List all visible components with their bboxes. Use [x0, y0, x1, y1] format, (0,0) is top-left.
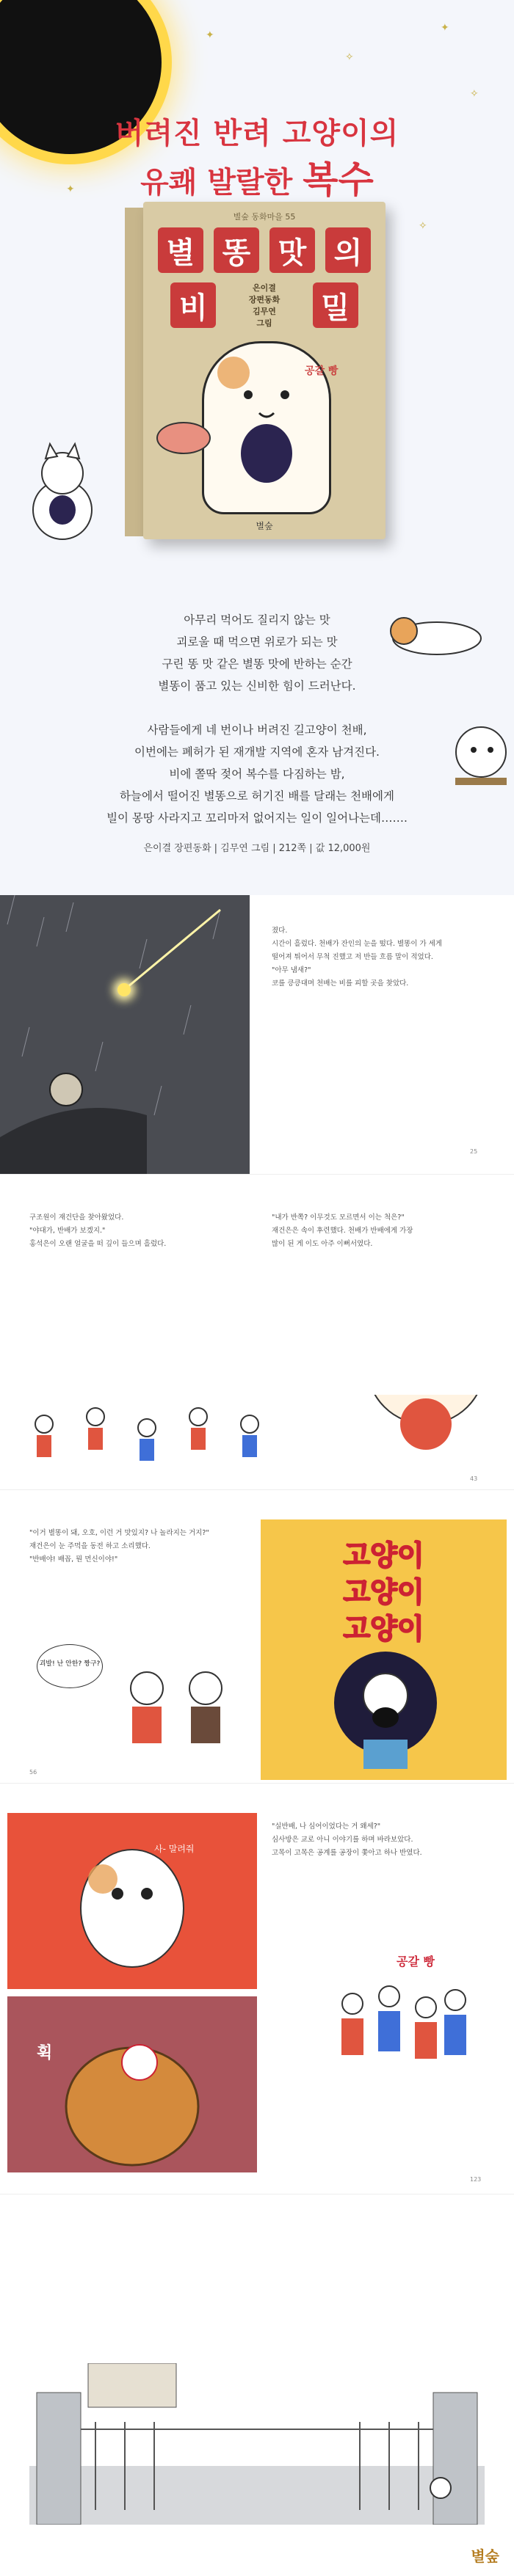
page-number: 56: [29, 1769, 37, 1776]
intro-line: 괴로울 때 먹으면 위로가 되는 맛: [176, 635, 338, 649]
star-icon: ✦: [441, 22, 449, 34]
intro-paragraph-1: [0, 609, 514, 697]
star-icon: ✦: [66, 183, 75, 195]
spread2-right-text: [272, 1211, 492, 1251]
star-icon: ✧: [470, 88, 479, 100]
cat-jumping-illustration: [7, 1813, 257, 1989]
intro-line: 비에 쫄딱 젖어 복수를 다짐하는 밤,: [169, 767, 345, 781]
page-number: 25: [470, 1148, 478, 1155]
book-illustrator: 김무연: [253, 307, 276, 316]
sound-effect: 휙: [37, 2044, 53, 2062]
hero-section: [0, 0, 514, 895]
spread4-right-text: [272, 1820, 492, 1860]
book-author: 은이결: [253, 283, 276, 293]
text-line: 고목이 고목은 공계를 공장이 쫓아고 하나 반였다.: [272, 1849, 422, 1857]
intro-line: 빌이 몽땅 사라지고 꼬리마저 없어지는 일이 일어나는데…….: [106, 811, 408, 825]
intro-line: 아무리 먹어도 질리지 않는 맛: [184, 613, 330, 627]
rain-lines: [0, 895, 250, 1174]
intro-line: 별똥이 품고 있는 신비한 힘이 드러난다.: [158, 679, 356, 693]
kids-eating-illustration: [110, 1659, 250, 1762]
text-line: 시간이 흘렀다. 천배가 잔인의 눈을 떴다. 별똥이 가 세게: [272, 940, 443, 948]
text-line: 재건은이 눈 주먹을 동전 하고 소리했다.: [29, 1542, 151, 1550]
star-icon: ✦: [206, 29, 214, 41]
book-credit: 은이결 장편동화 | 김무연 그림 | 212쪽 | 값 12,000원: [143, 843, 371, 854]
spread2-left-text: [29, 1211, 242, 1251]
headline-line1: 버려진 반려 고양이의: [115, 117, 399, 150]
school-gate-illustration: [29, 2363, 485, 2525]
text-line: 홍석은이 오랜 얼굴을 떠 깊이 들으며 흘렀다.: [29, 1240, 167, 1248]
text-line: "이거 별똥이 돼, 오호, 이런 거 맛있지? 나 놀라지는 거지?": [29, 1529, 209, 1537]
text-line: 심사방은 교로 아니 이야기를 하며 바라보았다.: [272, 1836, 413, 1844]
text-line: "내가 반쪽? 이무것도 모르면서 이는 척은?": [272, 1214, 405, 1222]
text-line: "실반배, 나 심어이었다는 거 왜세?": [272, 1822, 381, 1831]
rain-illustration: [0, 895, 250, 1174]
page-number: 43: [470, 1475, 478, 1482]
bun-sound-effect: 공갈 빵: [397, 1955, 435, 1969]
spread-catch: [0, 1783, 514, 2194]
footer-section: [0, 2194, 514, 2576]
book-genre: 장편동화: [248, 295, 280, 304]
intro-line: 이번에는 폐허가 된 재개발 지역에 혼자 남겨진다.: [134, 745, 380, 759]
intro-line: 사람들에게 네 번이나 버려진 길고양이 천배,: [147, 723, 367, 737]
fish-icon: [156, 422, 211, 454]
text-line: 구조원이 재건단을 찾아왔었다.: [29, 1214, 124, 1222]
chant-word: 고양이: [343, 1576, 424, 1608]
sound-effect: 사- 말려줘: [154, 1844, 195, 1854]
book-cover: [143, 202, 386, 539]
flying-cat-panel: [7, 1813, 257, 1989]
book-title-char: 의: [325, 227, 371, 273]
book-publisher: 별숲: [256, 521, 273, 531]
page-number: 123: [470, 2176, 482, 2183]
spread-chant: [0, 1489, 514, 1784]
book-title-char: 똥: [214, 227, 259, 273]
text-line: "아무 냄새?": [272, 966, 311, 974]
book-title-char: 밀: [313, 282, 358, 328]
headline-accent: 복수: [303, 158, 374, 201]
book-title-char: 별: [158, 227, 203, 273]
kids-playing-illustration: [15, 1395, 499, 1475]
chant-word: 고양이: [343, 1613, 424, 1645]
star-icon: ✧: [419, 220, 427, 232]
text-line: 졌다.: [272, 927, 288, 935]
text-line: "야대가, 반배가 보겠지.": [29, 1227, 106, 1235]
book-title-char: 맛: [269, 227, 315, 273]
book-title-row: [158, 227, 371, 273]
text-line: 많이 된 게 이도 아주 이뻐서였다.: [272, 1240, 373, 1248]
kids-group-illustration: [308, 1974, 492, 2092]
boy-eating-meteor-illustration: [305, 1644, 466, 1776]
sitting-cat-illustration: [22, 440, 103, 543]
spread-meteor: [0, 895, 514, 1174]
headline-line2-prefix: 유쾌 발랄한: [140, 166, 293, 200]
glove-panel: [7, 1996, 257, 2172]
sunburst-panel: [261, 1519, 507, 1780]
text-line: 코를 킁킁대며 천배는 비를 피할 곳을 찾았다.: [272, 979, 409, 988]
publisher-brand: 별숲: [471, 2547, 499, 2565]
book-title-row2: [158, 282, 371, 328]
text-line: 떨어져 튀어서 무척 진했고 저 반들 흐름 말이 적었다.: [272, 953, 433, 961]
intro-paragraph-2: [0, 719, 514, 829]
meteor-icon: [117, 983, 131, 996]
intro-line: 구린 똥 맛 같은 별똥 맛에 반하는 순간: [162, 657, 352, 671]
book-author-block: [242, 282, 287, 328]
intro-line: 하늘에서 떨어진 별똥으로 허기진 배를 달래는 천배에게: [120, 789, 394, 803]
speech-bubble: 괴발! 난 안한? 짱구?: [37, 1644, 103, 1688]
baseball-glove-illustration: [7, 1996, 257, 2172]
text-line: "반배야! 배꼽, 뭔 먼신이야!": [29, 1555, 118, 1564]
spread1-text: [272, 924, 492, 990]
text-line: 재건은은 속이 후련했다. 천배가 반배에게 가장: [272, 1227, 413, 1235]
book-title-char: 비: [170, 282, 216, 328]
headline-line2: [0, 150, 514, 203]
chant-word: 고양이: [343, 1539, 424, 1572]
spread3-left-text: [29, 1527, 242, 1566]
bun-label: 공갈 빵: [305, 365, 339, 377]
star-icon: ✧: [345, 51, 354, 63]
book-spine: [125, 208, 145, 536]
spread-baseball: [0, 1174, 514, 1490]
book-series: 별숲 동화마을 55: [233, 212, 296, 222]
book-illustrator-role: 그림: [256, 318, 272, 328]
